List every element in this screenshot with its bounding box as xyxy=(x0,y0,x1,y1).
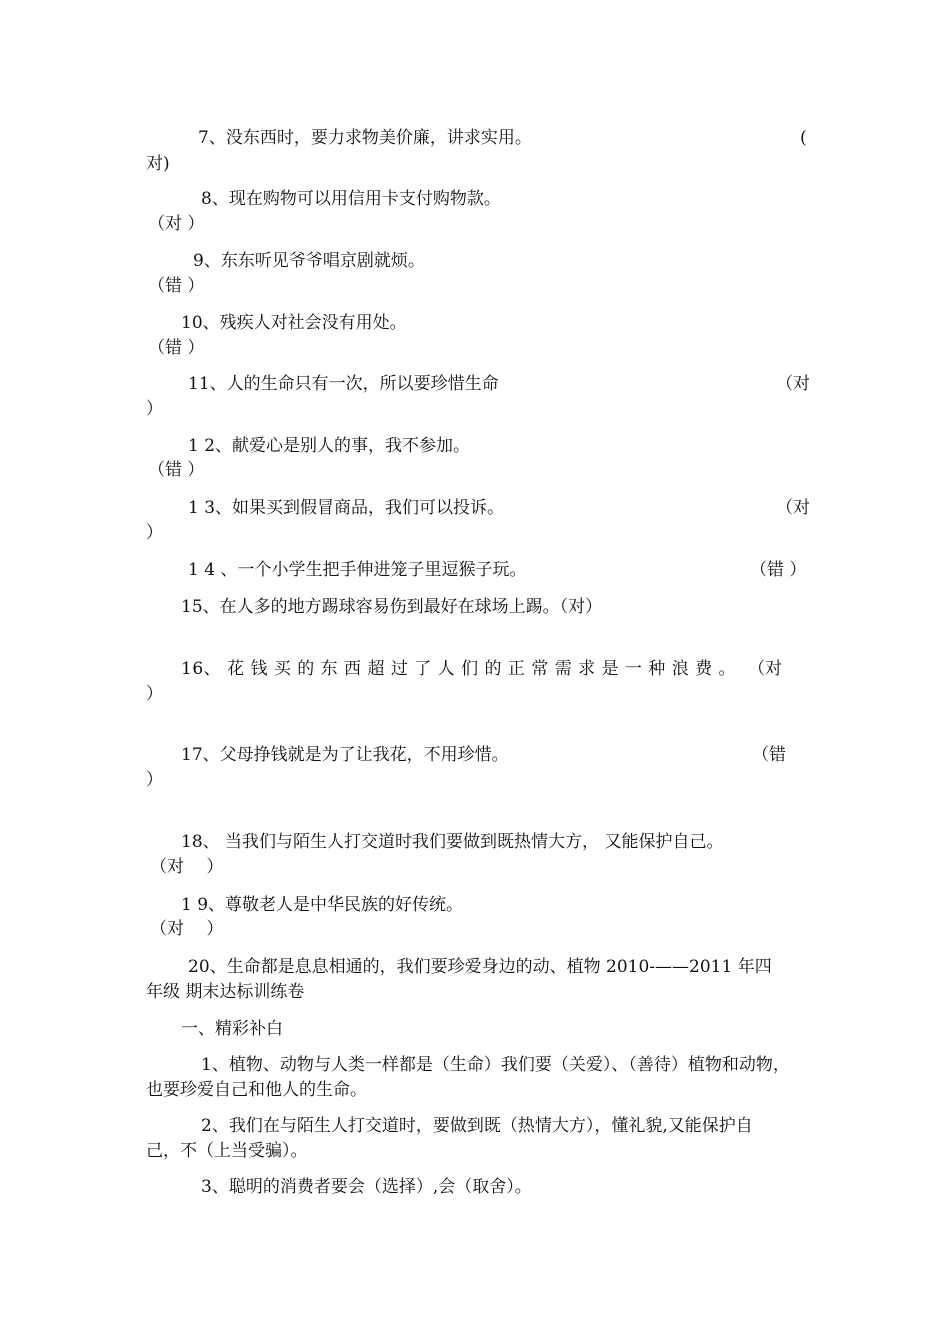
question-16: 16、 花 钱 买 的 东 西 超 过 了 人 们 的 正 常 需 求 是 一 种 浪 费 。 xyxy=(181,659,737,679)
fill-1-line-2: 也要珍爱自己和他人的生命。 xyxy=(146,1080,367,1100)
answer-8: （对 ） xyxy=(148,214,205,234)
question-20: 20、生命都是息息相通的，我们要珍爱身边的动、植物 2010-——2011 年四 xyxy=(188,957,772,977)
answer-13-close: ） xyxy=(146,523,163,543)
answer-11-open: （对 xyxy=(776,374,810,394)
answer-17-close: ） xyxy=(146,770,163,790)
question-18: 18、 当我们与陌生人打交道时我们要做到既热情大方， 又能保护自己。 xyxy=(181,832,724,852)
question-19: 1 9、尊敬老人是中华民族的好传统。 xyxy=(181,895,464,915)
answer-10: （错 ） xyxy=(148,338,205,358)
question-12: 1 2、献爱心是别人的事，我不参加。 xyxy=(188,436,471,456)
answer-7: 对) xyxy=(146,154,170,174)
answer-9: （错 ） xyxy=(148,276,205,296)
question-8: 8、现在购物可以用信用卡支付购物款。 xyxy=(201,189,501,209)
section-title: 一、精彩补白 xyxy=(181,1019,283,1039)
answer-11-close: ） xyxy=(146,399,163,419)
question-7: 7、没东西时，要力求物美价廉，讲求实用。 xyxy=(198,128,532,148)
fill-2-line-2: 己，不（上当受骗）。 xyxy=(146,1141,308,1161)
answer-7-open: ( xyxy=(800,128,807,148)
question-13: 1 3、如果买到假冒商品，我们可以投诉。 xyxy=(188,498,505,518)
question-15: 15、在人多的地方踢球容易伤到最好在球场上踢。（对） xyxy=(181,597,603,617)
answer-18: （对 ） xyxy=(150,857,224,877)
question-14: 1 4 、一个小学生把手伸进笼子里逗猴子玩。 xyxy=(188,560,527,580)
answer-12: （错 ） xyxy=(148,460,205,480)
exam-title: 年级 期末达标训练卷 xyxy=(146,982,305,1002)
question-9: 9、东东听见爷爷唱京剧就烦。 xyxy=(193,251,425,271)
answer-16-close: ） xyxy=(146,684,163,704)
question-11: 11、人的生命只有一次，所以要珍惜生命 xyxy=(188,374,499,394)
fill-2-line-1: 2、我们在与陌生人打交道时，要做到既（热情大方），懂礼貌,又能保护自 xyxy=(201,1116,753,1136)
answer-19: （对 ） xyxy=(150,919,224,939)
answer-14: （错 ） xyxy=(750,560,807,580)
fill-3-line-1: 3、聪明的消费者要会（选择）,会（取舍）。 xyxy=(201,1177,532,1197)
question-17: 17、父母挣钱就是为了让我花，不用珍惜。 xyxy=(181,745,509,765)
answer-13-open: （对 xyxy=(776,498,810,518)
answer-16-open: （对 xyxy=(748,659,782,679)
question-10: 10、残疾人对社会没有用处。 xyxy=(181,313,407,333)
fill-1-line-1: 1、植物、动物与人类一样都是（生命）我们要（关爱）、（善待）植物和动物， xyxy=(201,1055,790,1075)
answer-17-open: （错 xyxy=(752,745,786,765)
